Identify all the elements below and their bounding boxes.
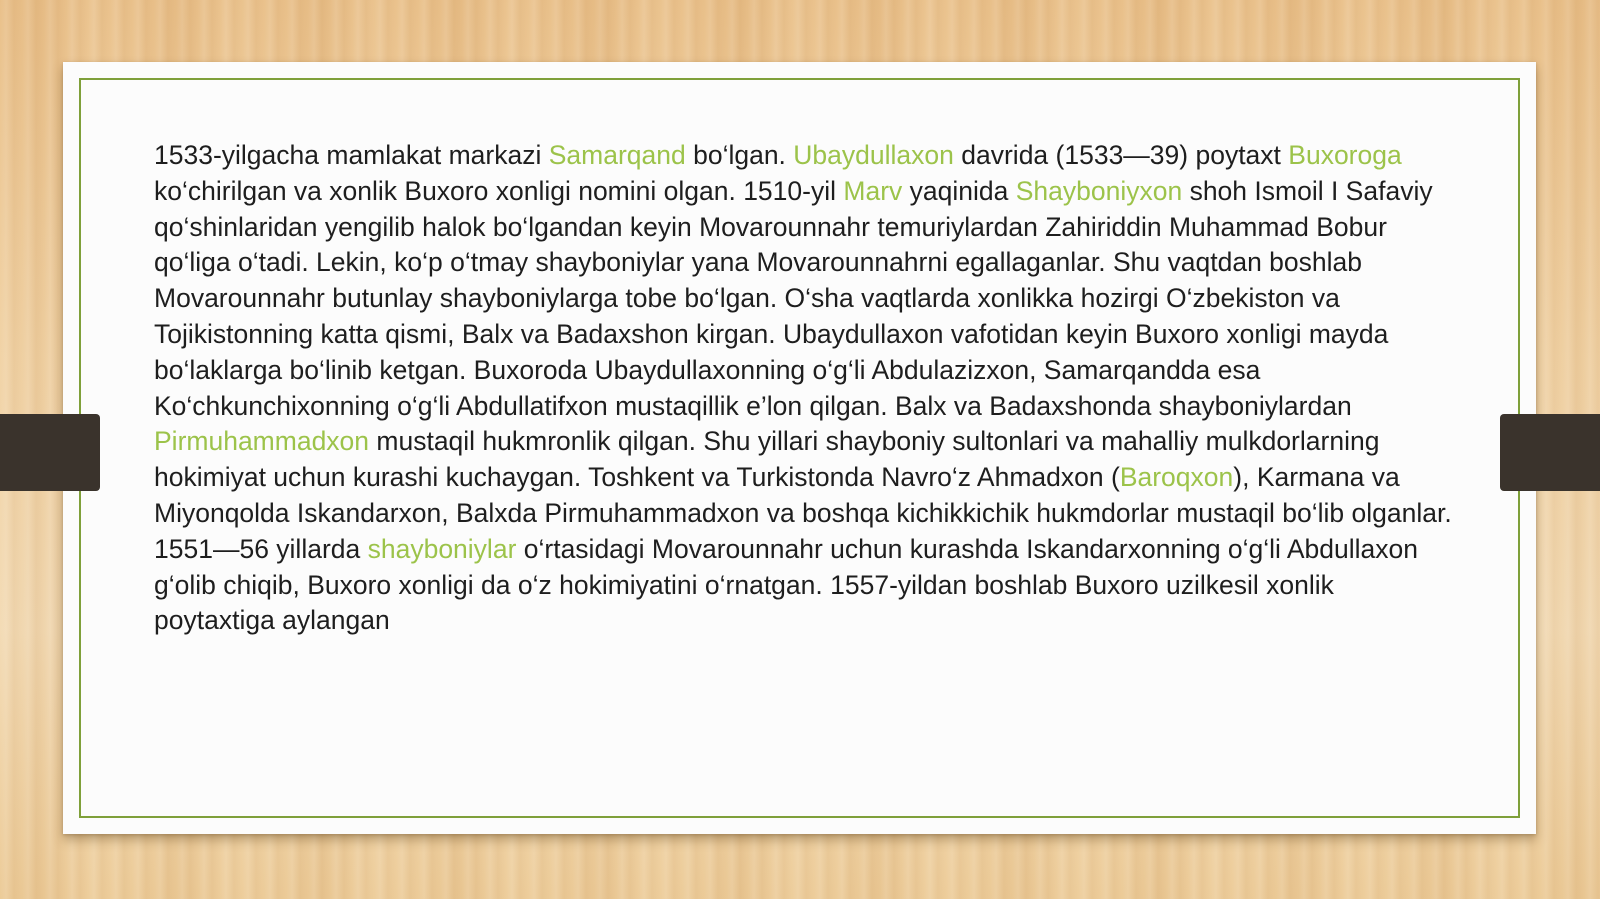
- link-pirmuhammadxon[interactable]: Pirmuhammadxon: [154, 426, 370, 457]
- link-baroqxon[interactable]: Baroqxon: [1119, 462, 1234, 493]
- link-buxoroga[interactable]: Buxoroga: [1288, 140, 1402, 170]
- right-binder-tab: [1500, 414, 1600, 491]
- text-segment: davrida (1533—39) poytaxt: [953, 140, 1289, 170]
- link-samarqand[interactable]: Samarqand: [548, 140, 686, 170]
- text-segment: bo‘lgan.: [685, 140, 794, 170]
- text-segment: ko‘chirilgan va xonlik Buxoro xonligi nomini olgan. 1510-yil: [154, 175, 844, 206]
- text-segment: mustaqil hukmronlik qilgan. Shu yillari shayboniy sultonlari va mahalliy mulkdorlarning hokimiyat uchun kurashi kuchaygan. Toshkent va Turkistonda Navro‘z Ahmadxon (: [154, 426, 1380, 493]
- link-shayboniyxon[interactable]: Shayboniyxon: [1015, 175, 1183, 206]
- text-segment: ), Karmana va Miyonqolda Iskandarxon, Balxda Pirmuhammadxon va boshqa kichikkichik hukmdorlar mustaqil bo‘lib olganlar. 1551—56 yillarda: [154, 462, 1452, 564]
- text-segment: 1533-yilgacha mamlakat markazi: [154, 140, 549, 170]
- link-shayboniylar[interactable]: shayboniylar: [367, 533, 517, 564]
- link-ubaydullaxon[interactable]: Ubaydullaxon: [793, 140, 954, 170]
- text-segment: yaqinida: [902, 175, 1016, 206]
- text-segment: shoh Ismoil I Safaviy qo‘shinlaridan yengilib halok bo‘lgandan keyin Movarounnahr temuriylardan Zahiriddin Muhammad Bobur qo‘liga o‘tadi. Lekin, ko‘p o‘tmay shayboniylar yana Movarounnahrni egallaganlar. Shu vaqtdan boshlab Movarounnahr butunlay shayboniylarga tobe bo‘lgan. O‘sha vaqtlarda xonlikka hozirgi O‘zbekiston va Tojikistonning katta qismi, Balx va Badaxshon kirgan. Ubaydullaxon vafotidan keyin Buxoro xonligi mayda bo‘laklarga bo‘linib ketgan. Buxoroda Ubaydullaxonning o‘g‘li Abdulazizxon, Samarqandda esa Ko‘chkunchixonning o‘g‘li Abdullatifxon mustaqillik e’lon qilgan. Balx va Badaxshonda shayboniylardan: [154, 175, 1433, 421]
- text-segment: o‘rtasidagi Movarounnahr uchun kurashda Iskandarxonning o‘g‘li Abdullaxon g‘olib chiqib, Buxoro xonligi da o‘z hokimiyatini o‘rnatgan. 1557-yildan boshlab Buxoro uzilkesil xonlik poytaxtiga aylangan: [154, 533, 1418, 636]
- left-binder-tab: [0, 414, 100, 491]
- link-marv[interactable]: Marv: [843, 175, 903, 206]
- body-paragraph: [154, 138, 1460, 639]
